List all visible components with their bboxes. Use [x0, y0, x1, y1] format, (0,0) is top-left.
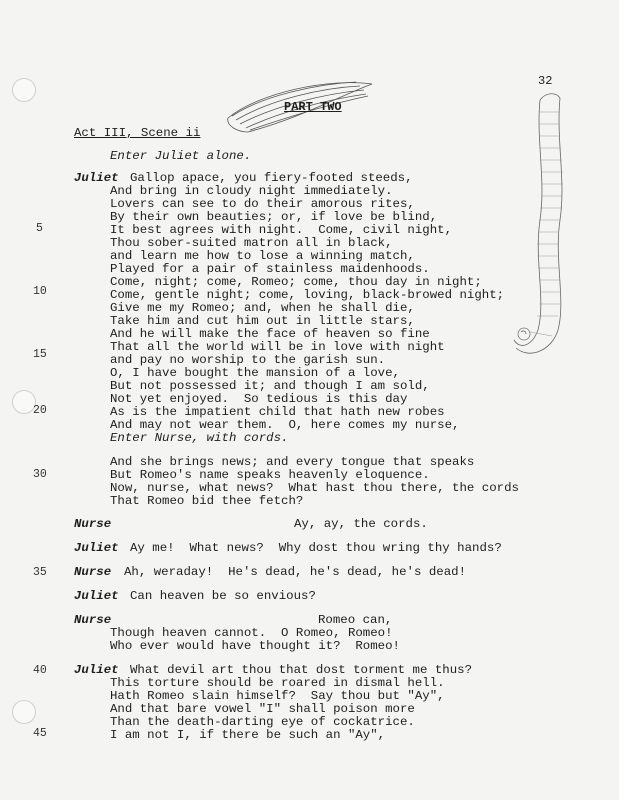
verse-line: Than the death-darting eye of cockatrice.	[110, 715, 415, 729]
verse-line: Hath Romeo slain himself? Say thou but "Ay",	[110, 689, 445, 703]
verse-line: and learn me how to lose a winning match,	[110, 249, 415, 263]
verse-line: Take him and cut him out in little stars,	[110, 314, 415, 328]
nurse-line-3-first: Romeo can,	[318, 613, 393, 627]
speaker-juliet: Juliet	[74, 541, 119, 555]
verse-line: I am not I, if there be such an "Ay",	[110, 728, 386, 742]
verse-line: And bring in cloudy night immediately.	[110, 184, 393, 198]
verse-line: Played for a pair of stainless maidenhoods.	[110, 262, 430, 276]
verse-line: and pay no worship to the garish sun.	[110, 353, 386, 367]
verse-line: That all the world will be in love with night	[110, 340, 445, 354]
verse-line: But Romeo's name speaks heavenly eloquence.	[110, 468, 430, 482]
verse-line: And may not wear them. O, here comes my nurse,	[110, 418, 460, 432]
nurse-line-1: Ay, ay, the cords.	[294, 517, 428, 531]
line-number: 35	[33, 566, 47, 579]
verse-line: And she brings news; and every tongue that speaks	[110, 455, 475, 469]
line-number: 40	[33, 664, 47, 677]
juliet-speech-1-first-line: Gallop apace, you fiery-footed steeds,	[130, 171, 413, 185]
line-number: 20	[33, 404, 47, 417]
line-number: 10	[33, 285, 47, 298]
line-number: 30	[33, 468, 47, 481]
speaker-nurse: Nurse	[74, 613, 112, 627]
verse-line: Not yet enjoyed. So tedious is this day	[110, 392, 408, 406]
speaker-nurse: Nurse	[74, 565, 112, 579]
verse-line: Give me my Romeo; and, when he shall die,	[110, 301, 415, 315]
verse-line: This torture should be roared in dismal hell.	[110, 676, 445, 690]
stage-direction-enter-nurse: Enter Nurse, with cords.	[110, 431, 289, 445]
speaker-juliet: Juliet	[74, 589, 119, 603]
line-number: 15	[33, 348, 47, 361]
verse-line: Thou sober-suited matron all in black,	[110, 236, 393, 250]
verse-line: As is the impatient child that hath new robes	[110, 405, 445, 419]
verse-line: And that bare vowel "I" shall poison more	[110, 702, 415, 716]
juliet-speech-5-first-line: What devil art thou that dost torment me thus?	[130, 663, 473, 677]
act-scene-heading: Act III, Scene ii	[74, 126, 201, 140]
verse-line: By their own beauties; or, if love be blind,	[110, 210, 438, 224]
verse-line: That Romeo bid thee fetch?	[110, 494, 304, 508]
verse-line: Now, nurse, what news? What hast thou there, the cords	[110, 481, 519, 495]
verse-line: Come, gentle night; come, loving, black-browed night;	[110, 288, 505, 302]
verse-line: O, I have bought the mansion of a love,	[110, 366, 400, 380]
part-title: PART TWO	[284, 100, 342, 114]
verse-line: Lovers can see to do their amorous rites,	[110, 197, 415, 211]
stage-direction-enter-juliet: Enter Juliet alone.	[110, 149, 252, 163]
page-number: 32	[538, 74, 553, 88]
speaker-juliet: Juliet	[74, 171, 119, 185]
speaker-nurse: Nurse	[74, 517, 112, 531]
nurse-line-2: Ah, weraday! He's dead, he's dead, he's dead!	[124, 565, 467, 579]
verse-line: Though heaven cannot. O Romeo, Romeo!	[110, 626, 393, 640]
verse-line: And he will make the face of heaven so fine	[110, 327, 430, 341]
speaker-juliet: Juliet	[74, 663, 119, 677]
verse-line: But not possessed it; and though I am sold,	[110, 379, 430, 393]
line-number: 45	[33, 727, 47, 740]
line-number: 5	[36, 222, 43, 235]
verse-line: Who ever would have thought it? Romeo!	[110, 639, 400, 653]
verse-line: Come, night; come, Romeo; come, thou day in night;	[110, 275, 482, 289]
juliet-line-3: Ay me! What news? Why dost thou wring thy hands?	[130, 541, 502, 555]
juliet-line-4: Can heaven be so envious?	[130, 589, 316, 603]
verse-line: It best agrees with night. Come, civil night,	[110, 223, 453, 237]
